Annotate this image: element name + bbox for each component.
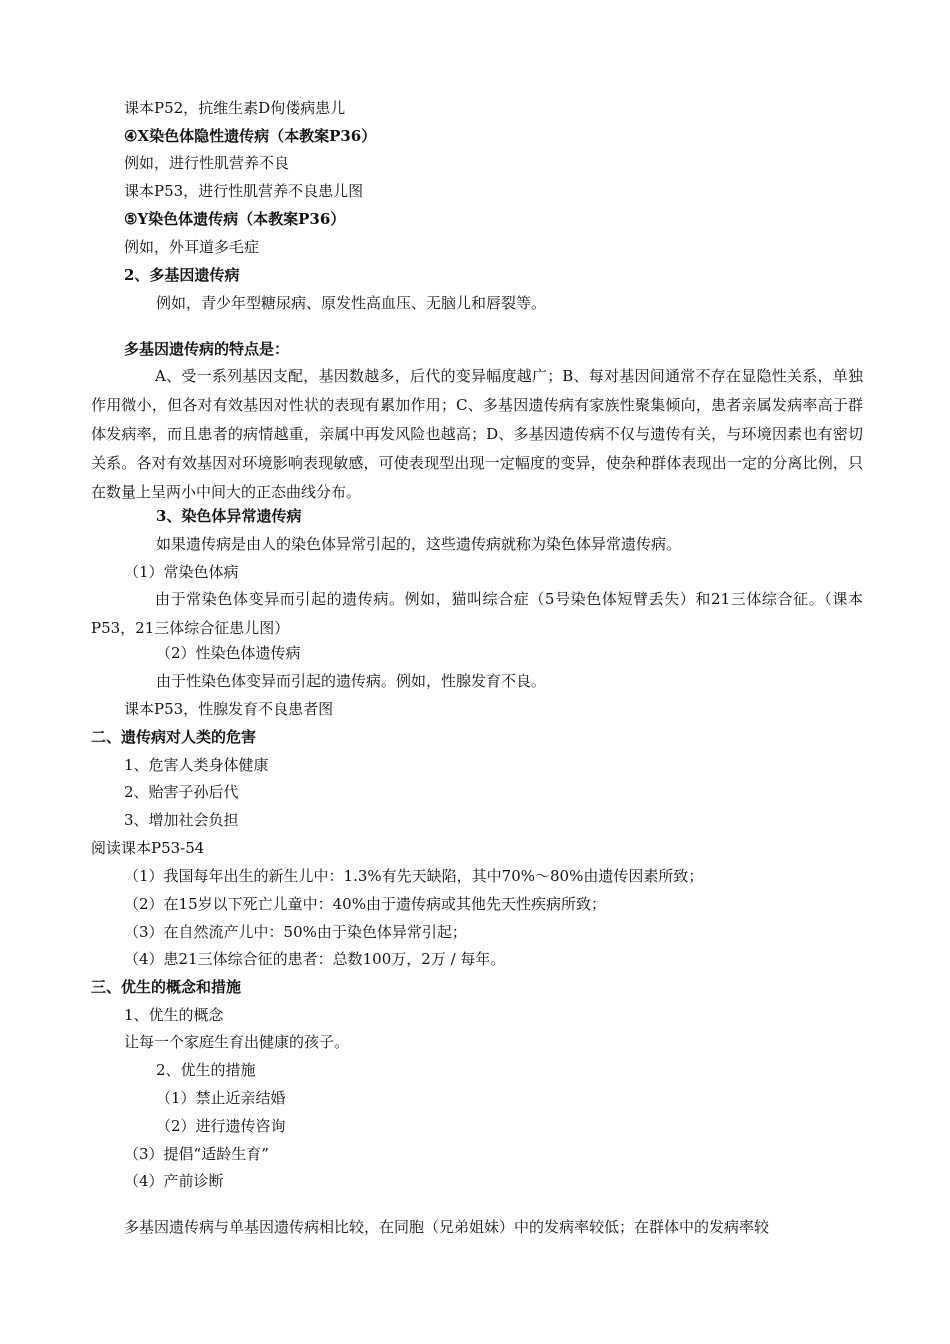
section-heading: ④X染色体隐性遗传病（本教案P36） [124,127,377,145]
text-line: 多基因遗传病与单基因遗传病相比较，在同胞（兄弟姐妹）中的发病率较低；在群体中的发病率较 [124,1218,770,1236]
section-heading: 三、优生的概念和措施 [91,978,242,996]
text-line: （3）在自然流产儿中：50%由于染色体异常引起； [124,923,467,941]
text-line: 课本P53，进行性肌营养不良患儿图 [124,182,364,200]
text-line: （2）在15岁以下死亡儿童中：40%由于遗传病或其他先天性疾病所致； [124,895,606,913]
text-line: 由于性染色体变异而引起的遗传病。例如，性腺发育不良。 [156,672,547,690]
text-line: （1）我国每年出生的新生儿中：1.3%有先天缺陷，其中70%～80%由遗传因素所致； [124,867,704,885]
text-line: （4）患21三体综合征的患者：总数100万，2万 / 每年。 [124,950,506,968]
text-line: 1、危害人类身体健康 [124,756,269,774]
text-line: （2）进行遗传咨询 [156,1117,286,1135]
text-line: 如果遗传病是由人的染色体异常引起的，这些遗传病就称为染色体异常遗传病。 [156,535,682,553]
text-line: 例如，外耳道多毛症 [124,238,260,256]
text-line: 课本P53，性腺发育不良患者图 [124,700,334,718]
text-line: 1、优生的概念 [124,1006,224,1024]
text-line: 课本P52，抗维生素D佝偻病患儿 [124,99,346,117]
section-heading: 二、遗传病对人类的危害 [91,728,257,746]
text-line: （3）提倡“适龄生育” [124,1145,269,1163]
text-line: （4）产前诊断 [124,1172,224,1190]
text-line: 例如，青少年型糖尿病、原发性高血压、无脑儿和唇裂等。 [156,294,547,312]
text-line: 阅读课本P53-54 [91,839,205,857]
paragraph-text: A、受一系列基因支配，基因数越多，后代的变异幅度越广；B、每对基因间通常不存在显隐性关系，单独作用微小，但各对有效基因对性状的表现有累加作用；C、多基因遗传病有家族性聚集倾向，患者亲属发病率高于群体发病率，而且患者的病情越重，亲属中再发风险也越高；D、多基因遗传病不仅与遗传有关，与环境因素也有密切关系。各对有效基因对环境影响表现敏感，可使表现型出现一定幅度的变异，使杂种群体表现出一定的分离比例，只在数量上呈两小中间大的正态曲线分布。 [91,367,863,501]
text-line: 例如，进行性肌营养不良 [124,154,290,172]
text-line: 2、贻害子孙后代 [124,783,239,801]
section-heading: 多基因遗传病的特点是： [124,340,290,358]
text-line: （1）常染色体病 [124,563,239,581]
text-line: （2）性染色体遗传病 [156,644,301,662]
paragraph-text: 由于常染色体变异而引起的遗传病。例如，猫叫综合症（5号染色体短臂丢失）和21三体综合征。（课本P53，21三体综合征患儿图） [91,590,863,637]
text-line: 2、优生的措施 [156,1061,256,1079]
text-line: 让每一个家庭生育出健康的孩子。 [124,1033,350,1051]
autosome-paragraph [91,585,863,643]
section-heading: 2、多基因遗传病 [124,266,240,284]
text-line: 3、增加社会负担 [124,811,239,829]
section-heading: 3、染色体异常遗传病 [156,507,302,525]
section-heading: ⑤Y染色体遗传病（本教案P36） [124,210,346,228]
features-paragraph [91,362,863,507]
text-line: （1）禁止近亲结婚 [156,1089,286,1107]
